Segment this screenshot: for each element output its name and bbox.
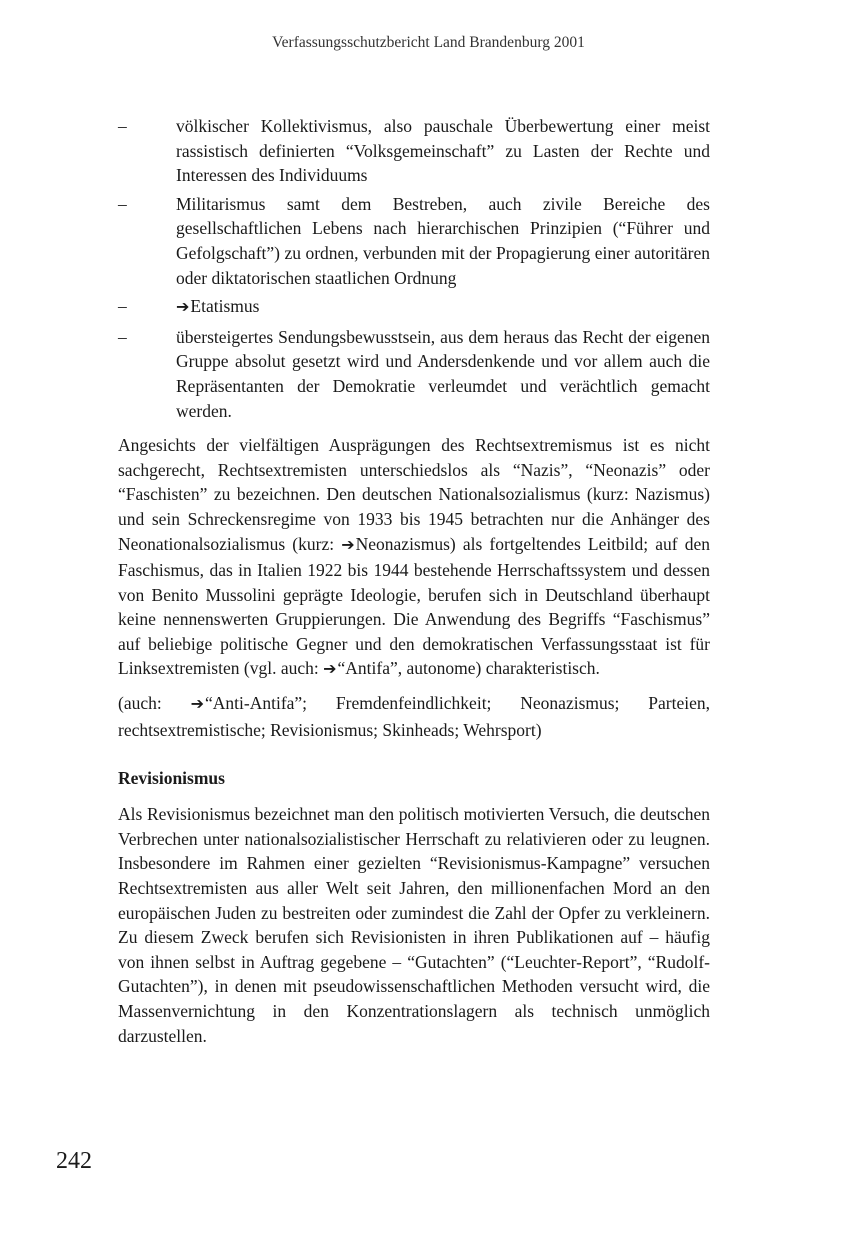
bullet-item — [118, 294, 710, 321]
arrow-right-icon: ➔ — [176, 299, 190, 317]
page-content — [118, 114, 710, 1056]
bullet-text: Militarismus samt dem Bestreben, auch zivile Bereiche des gesellschaftlichen Lebens nach hierarchischen Prinzipien (“Führer und Gefolgschaft”) zu ordnen, verbunden mit der Propagierung einer autoritären oder diktatorischen staatlichen Ordnung — [176, 193, 710, 288]
section-heading: Revisionismus — [118, 768, 225, 789]
body-paragraph — [118, 433, 710, 683]
paragraph-text: “Antifa”, autonome) charakteristisch. — [337, 658, 600, 679]
bullet-item — [118, 114, 710, 188]
bullet-item — [118, 192, 710, 290]
bullet-list — [118, 114, 710, 423]
bullet-text: übersteigertes Sendungsbewusstsein, aus dem heraus das Recht der eigenen Gruppe absolut gesetzt wird und Andersdenkende und vor allem auch die Repräsentanten der Demokratie verleumdet und verächtlich gemacht werden. — [176, 326, 710, 421]
arrow-right-icon: ➔ — [341, 536, 355, 554]
bullet-dash: – — [118, 296, 127, 317]
bullet-dash: – — [118, 116, 127, 136]
bullet-dash: – — [118, 326, 127, 347]
paragraph-text: Neonazismus) als fortgeltendes Leitbild; auf den Faschismus, das in Italien 1922 bis 1944 bestehende Herrschaftssystem und dessen von Benito Mussolini geprägte Ideologie, berufen sich in Deutschland überhaupt keine nennenswerten Gruppierungen. Die Anwendung des Begriffs “Faschismus” auf beliebige politische Gegner und den demokratischen Verfassungsstaat ist für Linksextremisten (vgl. auch: — [118, 533, 710, 679]
bullet-item — [118, 325, 710, 423]
bullet-dash: – — [118, 193, 127, 214]
cross-reference-link: Etatismus — [190, 296, 260, 317]
see-also-references — [118, 691, 710, 742]
bullet-text: völkischer Kollektivismus, also pauschale Überbewertung einer meist rassistisch definierten “Volksgemeinschaft” zu Lasten der Rechte und Interessen des Individuums — [176, 116, 710, 186]
references-prefix: (auch: — [118, 693, 191, 714]
page-number: 242 — [56, 1148, 92, 1174]
section-paragraph: Als Revisionismus bezeichnet man den politisch motivierten Versuch, die deutschen Verbrechen unter nationalsozialistischer Herrschaft zu relativieren oder zu leugnen. Insbesondere im Rahmen einer gezielten “Revisionismus-Kampagne” versuchen Rechtsextremisten aus aller Welt seit Jahren, den millionenfachen Mord an den europäischen Juden zu bestreiten oder zumindest die Zahl der Opfer zu verkleinern. Zu diesem Zweck berufen sich Revisionisten in ihren Publikationen auf – häufig von ihnen selbst in Auftrag gegebene – “Gutachten” (“Leuchter-Report”, “Rudolf-Gutachten”), in denen mit pseudowissenschaftlichen Methoden versucht wird, die Massenvernichtung in den Konzentrationslagern als technisch unmöglich darzustellen. — [118, 804, 710, 1046]
references-text: “Anti-Antifa”; Fremdenfeindlichkeit; Neonazismus; Parteien, rechtsextremistische; Revisionismus; Skinheads; Wehrsport) — [118, 693, 710, 740]
paragraph-text: Angesichts der vielfältigen Ausprägungen des Rechtsextremismus ist es nicht sachgerecht, Rechtsextremisten unterschiedslos als “Nazis”, “Neonazis” oder “Faschisten” zu bezeichnen. Den deutschen Nationalsozialismus (kurz: Nazismus) und sein Schreckensregime von 1933 bis 1945 betrachten nur die Anhänger des Neonationalsozialismus (kurz: — [118, 435, 710, 554]
arrow-right-icon: ➔ — [323, 661, 337, 679]
page-header: Verfassungsschutzbericht Land Brandenburg 2001 — [272, 34, 585, 51]
arrow-right-icon: ➔ — [190, 696, 204, 714]
